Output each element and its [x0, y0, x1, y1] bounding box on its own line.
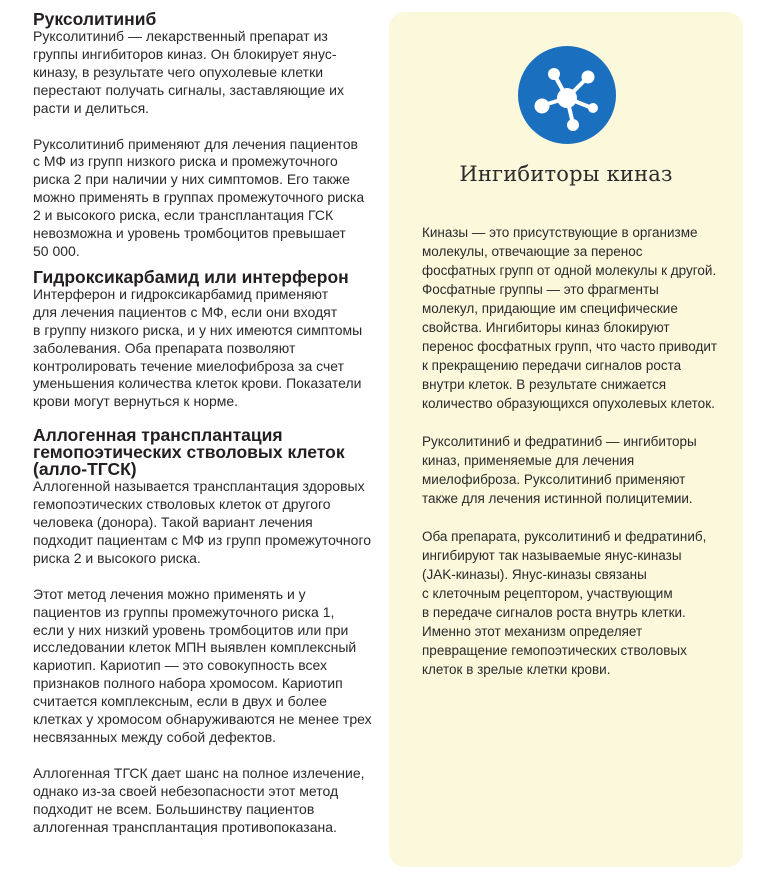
- section-ruxolitinib: [33, 11, 378, 261]
- paragraph: Оба препарата, руксолитиниб и федратиниб, ингибируют так называемые янус-киназы (JAK-киназы). Янус-киназы связаны с клеточным рецептором, участвующим в передаче сигналов роста внутрь клетки. Именно этот механизм определяет превращение гемопоэтических стволовых клеток в зрелые клетки крови.: [422, 529, 707, 677]
- card-body: [422, 223, 722, 679]
- paragraph: Киназы — это присутствующие в организме молекулы, отвечающие за перенос фосфатных групп от одной молекулы к другой. Фосфатные группы — это фрагменты молекул, придающие им специфические свойства. Ингибиторы киназ блокируют перенос фосфатных групп, что часто приводит к прекращению передачи сигналов роста внутри клеток. В результате снижается количество образующихся опухолевых клеток.: [422, 225, 718, 411]
- section-allo-transplant: [33, 427, 378, 836]
- paragraph: Руксолитиниб и федратиниб — ингибиторы киназ, применяемые для лечения миелофиброза. Руксолитиниб применяют также для лечения истинной полицитемии.: [422, 434, 697, 506]
- paragraph: Руксолитиниб — лекарственный препарат из группы ингибиторов киназ. Он блокирует янус- киназу, в результате чего опухолевые клетки перестают получать сигналы, заставляющие их расти и делиться.: [33, 28, 344, 116]
- molecule-network-icon: [518, 46, 616, 144]
- section-heading: Гидроксикарбамид или интерферон: [33, 266, 349, 287]
- paragraph: Интерферон и гидроксикарбамид применяют для лечения пациентов с МФ, если они входят в группу низкого риска, и у них имеются симптомы заболевания. Оба препарата позволяют контролировать течение миелофиброза за счет уменьшения количества клеток крови. Показатели крови могут вернуться к норме.: [33, 285, 363, 410]
- kinase-inhibitors-sidebar-card: [389, 12, 743, 867]
- paragraph: Аллогенная ТГСК дает шанс на полное излечение, однако из-за своей небезопасности этот метод подходит не всем. Большинству пациентов аллогенная трансплантация противопоказана.: [33, 764, 365, 835]
- paragraph: Аллогенной называется трансплантация здоровых гемопоэтических стволовых клеток от другого человека (донора). Такой вариант лечения подходит пациентам с МФ из групп промежуточного риска 2 и высокого риска.: [33, 478, 372, 566]
- card-title: Ингибиторы киназ: [459, 162, 673, 186]
- paragraph: Этот метод лечения можно применять и у пациентов из группы промежуточного риска 1, если у них низкий уровень тромбоцитов или при исследовании клеток МПН выявлен комплексный кариотип. Кариотип — это совокупность всех признаков полного набора хромосом. Кариотип считается комплексным, если в двух и более клетках у хромосом обнаруживаются не менее трех несвязанных между собой дефектов.: [33, 585, 372, 745]
- section-heading: Аллогенная трансплантация гемопоэтических стволовых клеток (алло-ТГСК): [33, 425, 345, 480]
- section-heading: Руксолитиниб: [33, 9, 157, 29]
- paragraph: Руксолитиниб применяют для лечения пациентов с МФ из групп низкого риска и промежуточного риска 2 при наличии у них симптомов. Его также можно применять в группах промежуточного риска 2 и высокого риска, если трансплантация ГСК невозможна и уровень тромбоцитов превышает 50 000.: [33, 135, 365, 259]
- main-column: [33, 11, 378, 837]
- section-hydroxycarbamide: [33, 266, 378, 411]
